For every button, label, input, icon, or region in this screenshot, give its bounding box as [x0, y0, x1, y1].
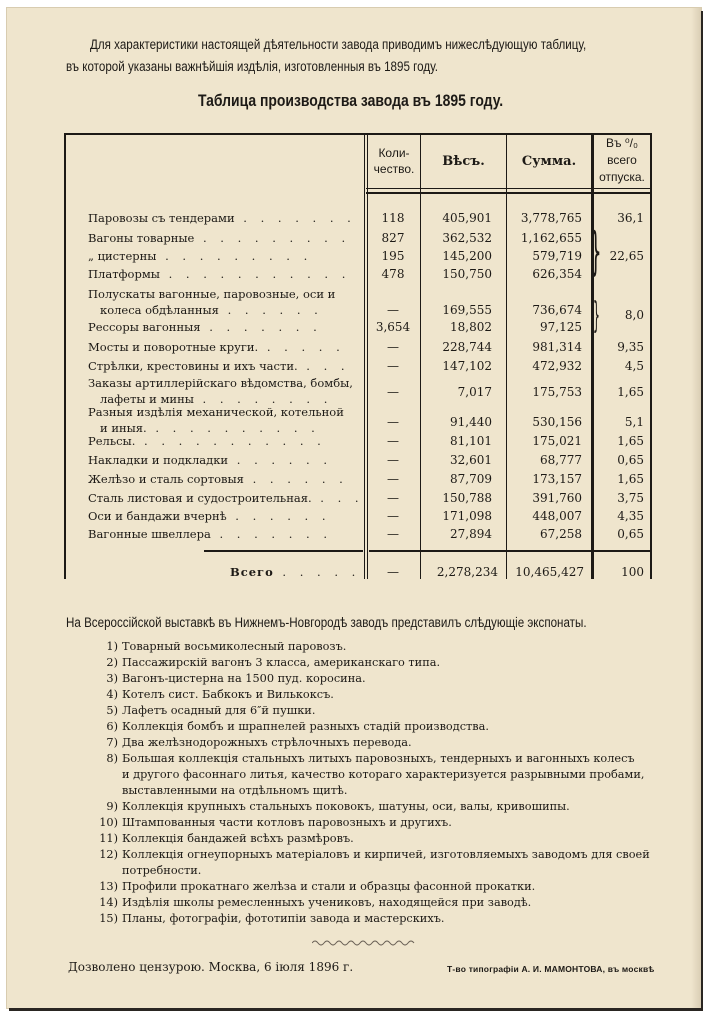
table-top-border: [64, 133, 652, 135]
col-sep-sum: [506, 133, 507, 579]
list-item: 5) Лафетъ осадный для 6″й пушки.: [106, 704, 316, 717]
list-item: 10) Штампованныя части котловъ паровозныхъ и другихъ.: [99, 816, 452, 829]
cell-sum: 981,314: [532, 340, 582, 354]
cell-weight: 228,744: [442, 340, 492, 354]
list-item: 3) Вагонъ-цистерна на 1500 пуд. коросина.: [106, 672, 366, 685]
cell-pct: 0,65: [617, 527, 644, 541]
row-label: Накладки и подкладки: [88, 453, 229, 467]
cell-pct: 4,5: [624, 359, 644, 373]
row-label: Вагонные швеллера: [88, 527, 211, 541]
row-label: Разныя издѣлія механической, котельной: [88, 405, 344, 419]
cell-weight: 91,440: [450, 415, 492, 429]
cell-qty: 478: [381, 267, 405, 281]
cell-qty: —: [387, 453, 399, 467]
table-left-border: [64, 133, 66, 579]
row-label: Стрѣлки, крестовины и ихъ части.: [88, 359, 298, 373]
total-pct: 100: [621, 565, 644, 579]
cell-weight: 405,901: [442, 211, 492, 225]
row-label-cont: и иныя.: [100, 421, 147, 435]
list-item: 9) Коллекція крупныхъ стальныхъ поковокъ, шатуны, оси, валы, кривошипы.: [106, 800, 570, 813]
cell-weight: 150,788: [442, 491, 492, 505]
cell-sum: 68,777: [540, 453, 582, 467]
brace-icon: }: [593, 295, 600, 336]
cell-sum: 1,162,655: [520, 231, 582, 245]
cell-sum: 736,674: [532, 303, 582, 317]
list-item: 1) Товарный восьмиколесный паровозъ.: [106, 640, 347, 653]
list-item: 15) Планы, фотографіи, фототипіи завода и мастерскихъ.: [99, 912, 445, 925]
row-label: Паровозы съ тендерами: [88, 211, 235, 225]
censor-note: Дозволено цензурою. Москва, 6 іюля 1896 г.: [68, 960, 354, 974]
cell-weight: 7,017: [457, 385, 492, 399]
table-title: Таблица производства завода въ 1895 году.: [198, 91, 504, 110]
cell-weight: 147,102: [442, 359, 492, 373]
cell-sum: 173,157: [532, 472, 582, 486]
cell-weight: 27,894: [450, 527, 492, 541]
cell-sum: 3,778,765: [520, 211, 582, 225]
cell-qty: 3,654: [375, 320, 411, 334]
row-label: Полускаты вагонные, паровозные, оси и: [88, 287, 336, 301]
cell-sum: 448,007: [532, 509, 582, 523]
col-sep-qty-a: [364, 133, 365, 579]
cell-qty: —: [387, 509, 399, 523]
cell-qty: 827: [381, 231, 405, 245]
cell-pct-group: 8,0: [624, 308, 644, 322]
cell-pct: 1,65: [617, 385, 644, 399]
cell-pct: 1,65: [617, 472, 644, 486]
cell-sum: 579,719: [532, 249, 582, 263]
header-quantity-line-2: чество.: [373, 162, 415, 176]
brace-icon: }: [590, 222, 602, 282]
row-label: „ цистерны: [88, 249, 157, 263]
table-right-border: [650, 133, 652, 579]
row-label: Рельсы.: [88, 434, 136, 448]
list-item: 8) Большая коллекція стальныхъ литыхъ паровозныхъ, тендерныхъ и вагонныхъ колесъ: [106, 752, 635, 765]
list-item: 7) Два желѣзнодорожныхъ стрѣлочныхъ перевода.: [106, 736, 412, 749]
cell-pct: 5,1: [624, 415, 644, 429]
cell-weight: 32,601: [450, 453, 492, 467]
total-rule-left: [204, 550, 363, 552]
cell-qty: —: [387, 472, 399, 486]
cell-qty: 118: [381, 211, 405, 225]
cell-sum: 175,021: [532, 434, 582, 448]
header-percent-line-3: отпуска.: [599, 170, 645, 184]
list-item: 4) Котелъ сист. Бабкокъ и Вилькоксъ.: [106, 688, 334, 701]
list-item: 12) Коллекція огнеупорныхъ матеріаловъ и кирпичей, изготовляемыхъ заводомъ для своей: [99, 848, 650, 861]
row-label: Платформы: [88, 267, 160, 281]
list-item-continuation: и другого фасоннаго литья, качество котораго характеризуется разрывными пробами,: [122, 768, 645, 781]
total-rule-right: [369, 550, 651, 552]
printer-note: Т-во типографіи А. И. МАМОНТОВА, въ москвѣ: [447, 964, 655, 974]
header-rule-1: [366, 188, 651, 189]
row-label: Вагоны товарные: [88, 231, 195, 245]
header-percent-line-1: Въ ⁰/₀: [606, 136, 638, 150]
list-item: 13) Профили прокатнаго желѣза и стали и образцы фасонной прокатки.: [99, 880, 536, 893]
intro-line-2: въ которой указаны важнѣйшія издѣлія, изготовленныя въ 1895 году.: [66, 59, 438, 74]
row-label-cont: лафеты и мины: [100, 392, 194, 406]
cell-qty: —: [387, 303, 399, 317]
header-quantity-line-1: Коли-: [378, 146, 410, 160]
cell-weight: 362,532: [442, 231, 492, 245]
cell-pct-group: 22,65: [609, 249, 644, 263]
cell-qty: —: [387, 491, 399, 505]
total-label: Всего: [230, 565, 274, 579]
cell-sum: 67,258: [540, 527, 582, 541]
cell-sum: 626,354: [532, 267, 582, 281]
cell-weight: 81,101: [450, 434, 492, 448]
row-label: Оси и бандажи вчернѣ: [88, 509, 227, 523]
row-label: Желѣзо и сталь сортовыя: [88, 472, 244, 486]
cell-qty: —: [387, 527, 399, 541]
header-weight: Вѣсъ.: [442, 154, 485, 169]
cell-qty: 195: [381, 249, 405, 263]
cell-sum: 97,125: [540, 320, 582, 334]
cell-qty: —: [387, 415, 399, 429]
list-item-continuation: потребности.: [122, 864, 202, 877]
cell-sum: 175,753: [532, 385, 582, 399]
row-label: Сталь листовая и судостроительная.: [88, 491, 312, 505]
intro-line-1: Для характеристики настоящей дѣятельности завода приводимъ нижеслѣдующую таблицу,: [90, 37, 587, 52]
cell-sum: 530,156: [532, 415, 582, 429]
row-label: Заказы артиллерійскаго вѣдомства, бомбы,: [88, 376, 353, 390]
header-rule-2: [366, 192, 651, 194]
list-item-continuation: выставленными на отдѣльномъ щитѣ.: [122, 784, 348, 797]
cell-qty: —: [387, 385, 399, 399]
cell-pct: 0,65: [617, 453, 644, 467]
row-label: Рессоры вагонныя: [88, 320, 201, 334]
total-weight: 2,278,234: [436, 565, 498, 579]
header-quantity: [368, 145, 420, 177]
cell-qty: —: [387, 359, 399, 373]
list-item: 11) Коллекція бандажей всѣхъ размѣровъ.: [99, 832, 354, 845]
cell-pct: 1,65: [617, 434, 644, 448]
row-label: Мосты и поворотные круги.: [88, 340, 259, 354]
header-percent: [594, 135, 650, 186]
list-item: 2) Пассажирскій вагонъ 3 класса, американскаго типа.: [106, 656, 441, 669]
header-percent-line-2: всего: [607, 153, 637, 167]
cell-pct: 3,75: [617, 491, 644, 505]
cell-qty: —: [387, 434, 399, 448]
header-sum: Сумма.: [521, 154, 577, 169]
cell-qty: —: [387, 340, 399, 354]
total-sum: 10,465,427: [515, 565, 584, 579]
row-label-cont: колеса обдѣланныя: [100, 303, 219, 317]
cell-sum: 391,760: [532, 491, 582, 505]
cell-sum: 472,932: [532, 359, 582, 373]
cell-weight: 18,802: [450, 320, 492, 334]
cell-weight: 145,200: [442, 249, 492, 263]
cell-weight: 150,750: [442, 267, 492, 281]
list-item: 6) Коллекція бомбъ и шрапнелей разныхъ стадій производства.: [106, 720, 489, 733]
cell-weight: 87,709: [450, 472, 492, 486]
wavy-divider-icon: [312, 938, 416, 948]
cell-pct: 4,35: [617, 509, 644, 523]
cell-weight: 169,555: [442, 303, 492, 317]
total-qty: —: [387, 565, 399, 579]
col-sep-weight: [420, 133, 421, 579]
cell-pct: 9,35: [617, 340, 644, 354]
cell-pct: 36,1: [617, 211, 644, 225]
list-item: 14) Издѣлія школы ремесленныхъ учениковъ, находящейся при заводѣ.: [99, 896, 532, 909]
cell-weight: 171,098: [442, 509, 492, 523]
exhibition-heading: На Всероссійской выставкѣ въ Нижнемъ-Новгородѣ заводъ представилъ слѣдующіе экспонаты.: [66, 615, 587, 630]
